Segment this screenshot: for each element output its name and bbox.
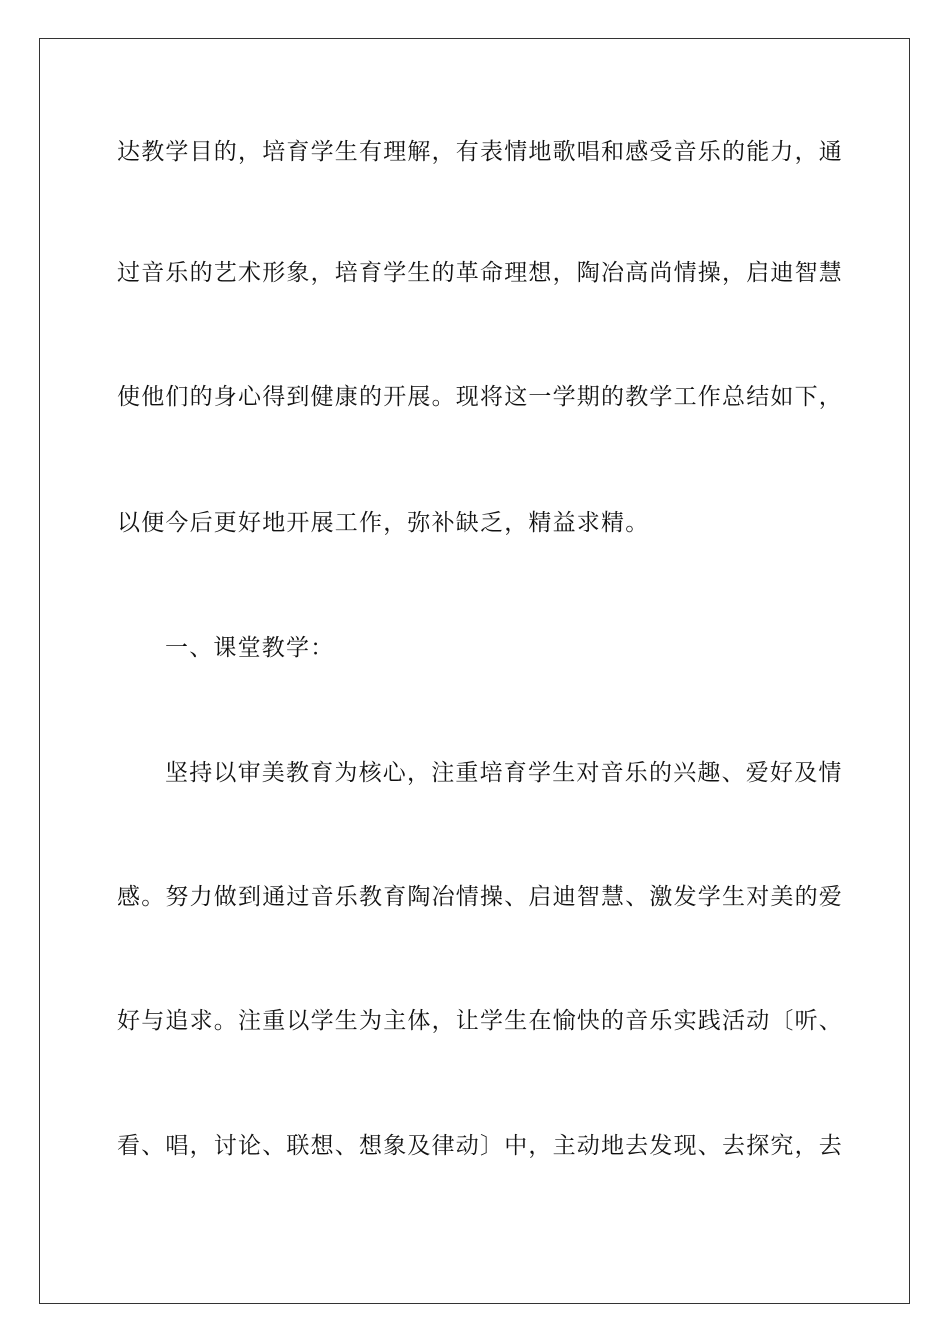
paragraph-line: 使他们的身心得到健康的开展。现将这一学期的教学工作总结如下，: [117, 384, 843, 410]
page-border: [39, 38, 910, 1304]
section-heading: 一、课堂教学：: [165, 635, 335, 661]
paragraph-line: 以便今后更好地开展工作，弥补缺乏，精益求精。: [117, 510, 650, 536]
paragraph-line: 坚持以审美教育为核心，注重培育学生对音乐的兴趣、爱好及情: [165, 760, 843, 786]
paragraph-line: 好与追求。注重以学生为主体，让学生在愉快的音乐实践活动〔听、: [117, 1008, 843, 1034]
paragraph-line: 感。努力做到通过音乐教育陶冶情操、启迪智慧、激发学生对美的爱: [117, 884, 843, 910]
paragraph-line: 达教学目的，培育学生有理解，有表情地歌唱和感受音乐的能力，通: [117, 139, 843, 165]
paragraph-line: 看、唱，讨论、联想、想象及律动〕中，主动地去发现、去探究，去: [117, 1133, 843, 1159]
paragraph-line: 过音乐的艺术形象，培育学生的革命理想，陶冶高尚情操，启迪智慧: [117, 260, 843, 286]
